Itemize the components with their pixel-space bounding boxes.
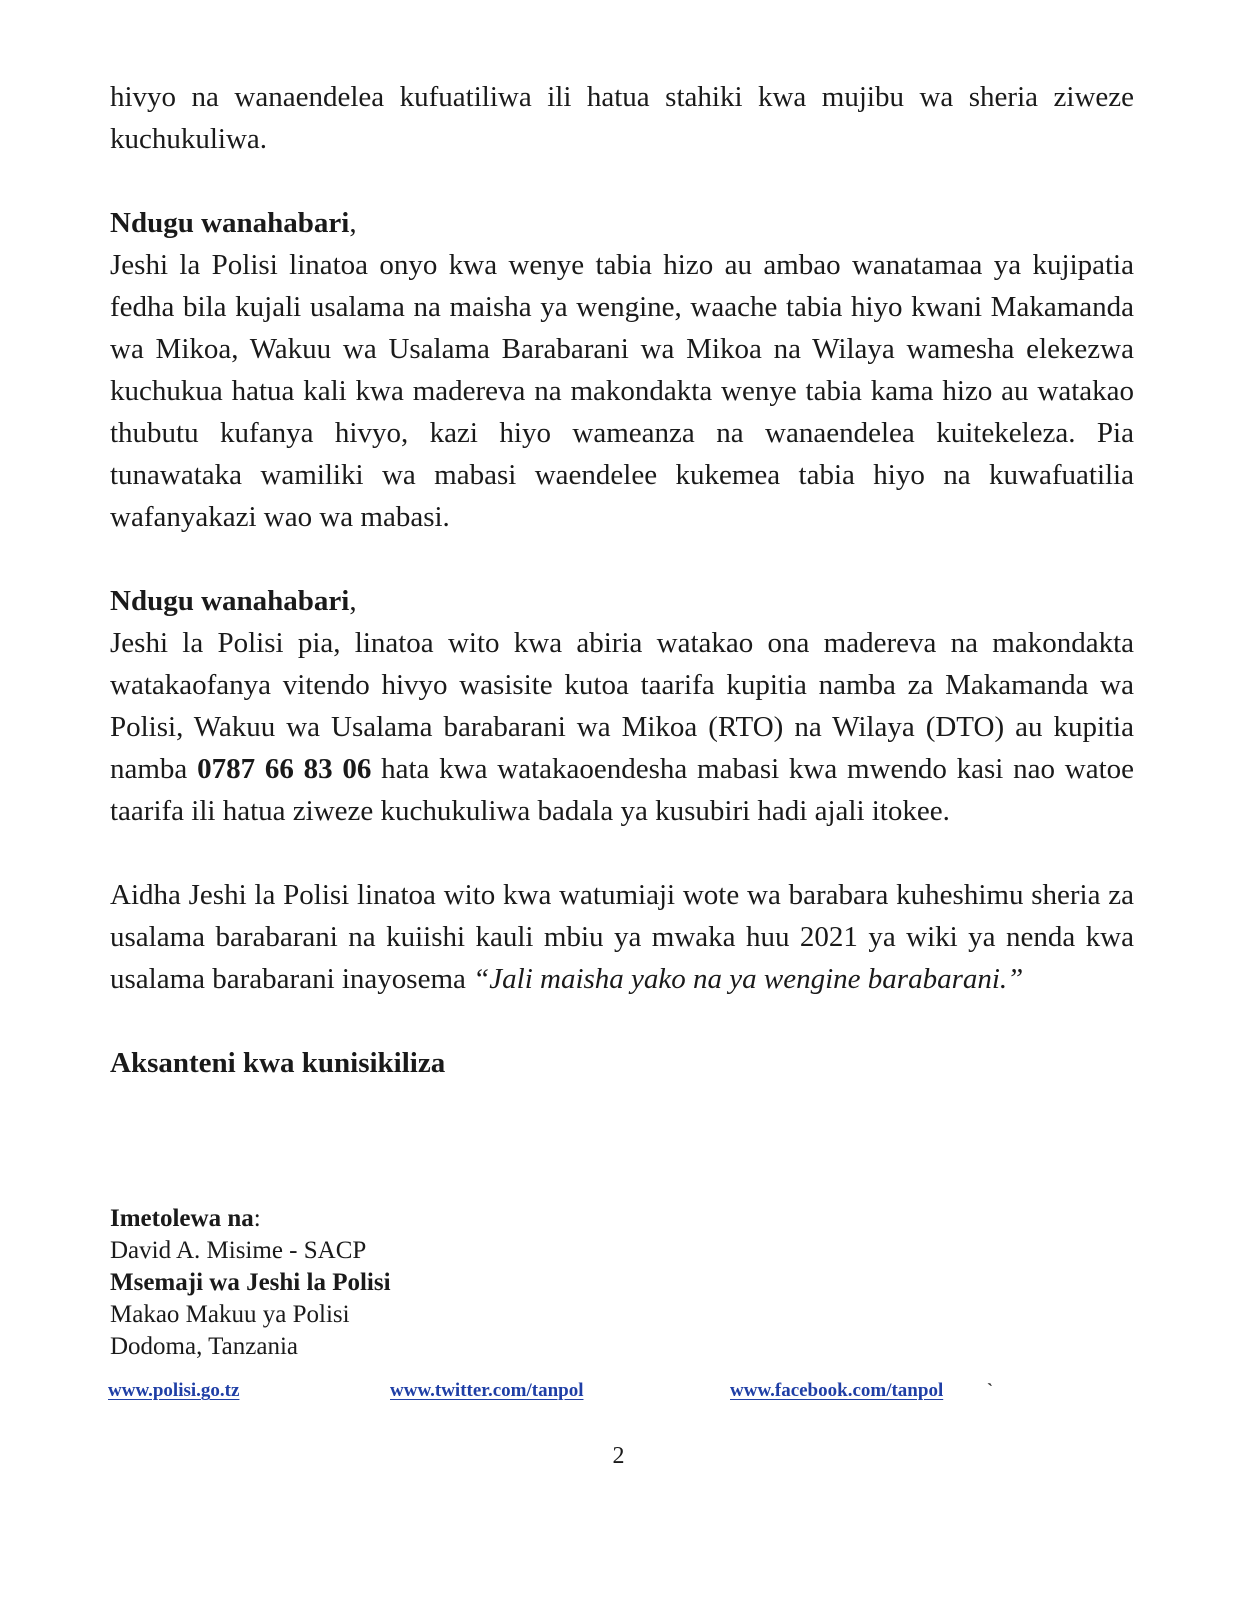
twitter-link[interactable]: www.twitter.com/tanpol (390, 1380, 584, 1401)
paragraph-continuation: hivyo na wanaendelea kufuatiliwa ili hatua stahiki kwa mujibu wa sheria ziweze kuchukuliwa. (110, 81, 1134, 155)
greeting-punct-2: , (349, 585, 357, 617)
closing-line: Aksanteni kwa kunisikiliza (110, 1047, 446, 1079)
issued-by-punct: : (253, 1205, 261, 1232)
hotline-number: 0787 66 83 06 (197, 753, 372, 785)
signatory-office: Makao Makuu ya Polisi (110, 1301, 350, 1328)
paragraph-warning: Jeshi la Polisi linatoa onyo kwa wenye tabia hizo au ambao wanatamaa ya kujipatia fedha bila kujali usalama na maisha ya wengine, waache tabia hiyo kwani Makamanda wa Mikoa, Wakuu wa Usalama Barabarani wa Mikoa na Wilaya wamesha elekezwa kuchukua hatua kali kwa madereva na makondakta wenye tabia kama hizo au watakao thubutu kufanya hivyo, kazi hiyo wameanza na wanaendelea kuitekeleza. Pia tunawataka wamiliki wa mabasi waendelee kukemea tabia hiyo na kuwafuatilia wafanyakazi wao wa mabasi. (110, 249, 1134, 533)
issued-by-line (110, 1203, 391, 1235)
appeal-text-after: hata kwa watakaoendesha mabasi kwa mwendo kasi nao watoe taarifa ili hatua ziweze kuchukuliwa badala ya kusubiri hadi ajali itokee. (110, 753, 1134, 827)
greeting-punct: , (349, 207, 357, 239)
slogan-quote: “Jali maisha yako na ya wengine barabarani.” (473, 963, 1024, 995)
facebook-link[interactable]: www.facebook.com/tanpol (730, 1380, 944, 1401)
page-number: 2 (612, 1443, 625, 1469)
greeting-label: Ndugu wanahabari (110, 207, 350, 239)
paragraph-appeal (110, 622, 1134, 832)
paragraph-slogan (110, 874, 1134, 1000)
issued-by-label: Imetolewa na (110, 1205, 254, 1232)
greeting-heading-2 (110, 580, 1134, 622)
signatory-name: David A. Misime - SACP (110, 1237, 367, 1264)
appeal-text-before: Jeshi la Polisi pia, linatoa wito kwa abiria watakao ona madereva na makondakta watakaofanya vitendo hivyo wasisite kutoa taarifa kupitia namba za Makamanda wa Polisi, Wakuu wa Usalama barabarani wa Mikoa (RTO) na Wilaya (DTO) au kupitia namba (110, 627, 1134, 785)
greeting-label-2: Ndugu wanahabari (110, 585, 350, 617)
website-link[interactable]: www.polisi.go.tz (108, 1380, 240, 1401)
signature-block (110, 1203, 391, 1363)
signatory-title: Msemaji wa Jeshi la Polisi (110, 1269, 391, 1296)
signatory-location: Dodoma, Tanzania (110, 1333, 299, 1360)
document-body (110, 76, 1134, 1084)
trailing-mark: ` (987, 1380, 993, 1400)
slogan-intro: Aidha Jeshi la Polisi linatoa wito kwa watumiaji wote wa barabara kuheshimu sheria za usalama barabarani na kuiishi kauli mbiu ya mwaka huu 2021 ya wiki ya nenda kwa usalama barabarani inayosema (110, 879, 1134, 995)
footer-links (0, 1380, 1237, 1410)
greeting-heading (110, 202, 1134, 244)
